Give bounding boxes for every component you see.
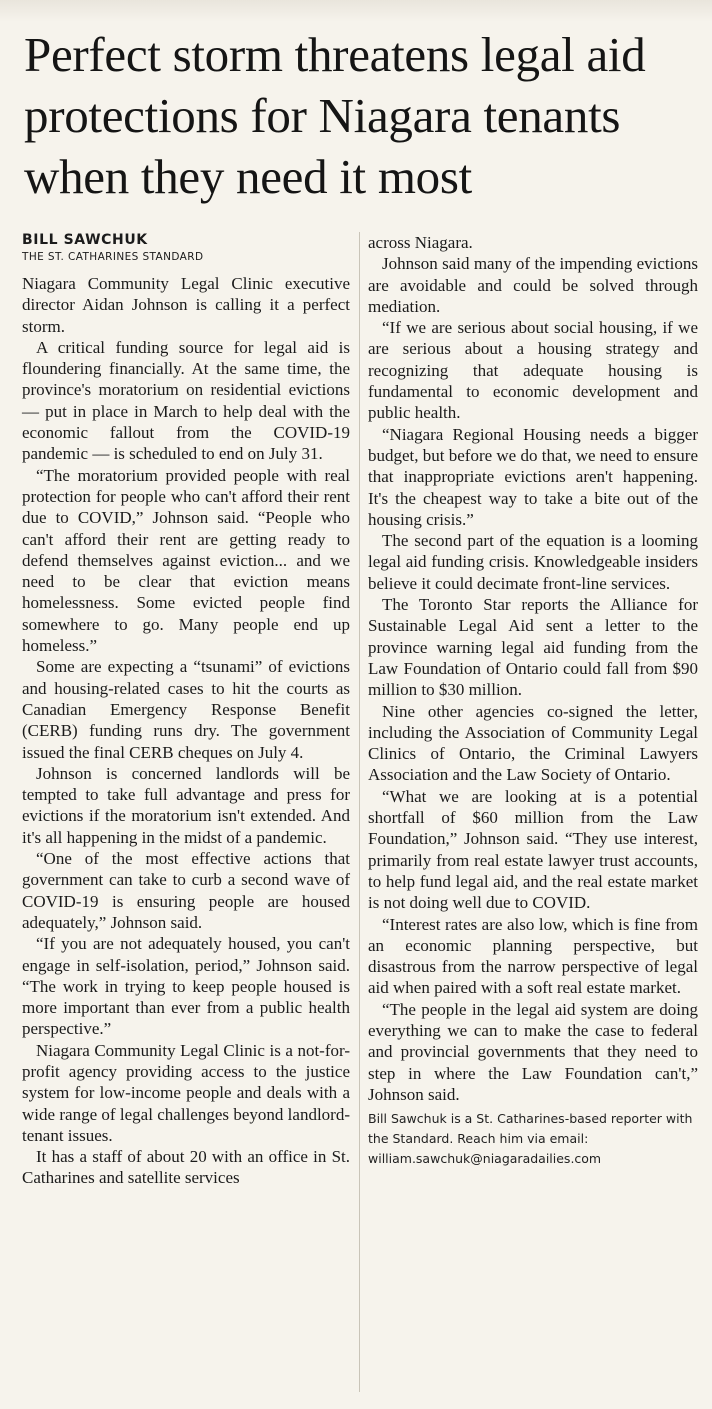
- headline: Perfect storm threatens legal aid protections for Niagara tenants when they need it most: [24, 27, 646, 204]
- paragraph: It has a staff of about 20 with an office in St. Catharines and satellite services: [22, 1147, 350, 1188]
- byline-author: BILL SAWCHUK: [22, 232, 148, 248]
- left-column: [22, 232, 350, 1189]
- paragraph: “The people in the legal aid system are doing everything we can to make the case to federal and provincial governments that they need to step in where the Law Foundation can't,” Johnson said.: [368, 999, 698, 1104]
- paragraph: across Niagara.: [368, 233, 473, 252]
- paragraph: “What we are looking at is a potential shortfall of $60 million from the Law Foundation,” Johnson said. “They use interest, primarily from real estate lawyer trust accounts, to help fund legal aid, and the real estate market is not doing well due to COVID.: [368, 786, 698, 913]
- paragraph: “One of the most effective actions that government can take to curb a second wave of COVID-19 is ensuring people are housed adequately,” Johnson said.: [22, 849, 350, 932]
- paragraph: “Interest rates are also low, which is fine from an economic planning perspective, but disastrous from the narrow perspective of legal aid when paired with a soft real estate market.: [368, 914, 698, 998]
- paragraph: “If we are serious about social housing, if we are serious about a housing strategy and recognizing that adequate housing is fundamental to economic development and public health.: [368, 318, 698, 423]
- paragraph: The second part of the equation is a looming legal aid funding crisis. Knowledgeable insiders believe it could decimate front-line services.: [368, 531, 698, 593]
- right-column: [368, 232, 698, 1169]
- author-tagline: Bill Sawchuk is a St. Catharines-based reporter with the Standard. Reach him via email: william.sawchuk@niagaradailies.com: [368, 1111, 693, 1167]
- paragraph: The Toronto Star reports the Alliance for Sustainable Legal Aid sent a letter to the province warning legal aid funding from the Law Foundation of Ontario could fall from $90 million to $30 million.: [368, 595, 698, 700]
- paragraph: Johnson said many of the impending evictions are avoidable and could be solved through mediation.: [368, 254, 698, 316]
- paragraph: “Niagara Regional Housing needs a bigger budget, but before we do that, we need to ensure that inappropriate evictions aren't happening. It's the cheapest way to take a bite out of the housing crisis.”: [368, 424, 698, 529]
- paragraph: Nine other agencies co-signed the letter, including the Association of Community Legal Clinics of Ontario, the Criminal Lawyers Association and the Law Society of Ontario.: [368, 701, 698, 785]
- paragraph: “If you are not adequately housed, you can't engage in self-isolation, period,” Johnson said. “The work in trying to keep people housed is more important than ever from a public health perspective.”: [22, 934, 350, 1039]
- page-edge: [0, 0, 712, 22]
- column-divider: [359, 232, 360, 1392]
- paragraph: Niagara Community Legal Clinic is a not-for-profit agency providing access to the justice system for low-income people and deals with a wide range of legal challenges beyond landlord-tenant issues.: [22, 1040, 350, 1145]
- paragraph: Some are expecting a “tsunami” of evictions and housing-related cases to hit the courts as Canadian Emergency Response Benefit (CERB) funding runs dry. The government issued the final CERB cheques on July 4.: [22, 657, 350, 762]
- paragraph: Niagara Community Legal Clinic executive director Aidan Johnson is calling it a perfect storm.: [22, 274, 350, 336]
- byline-publication: THE ST. CATHARINES STANDARD: [22, 251, 204, 263]
- paragraph: “The moratorium provided people with real protection for people who can't afford their rent due to COVID,” Johnson said. “People who can't afford their rent are getting ready to defend themselves against eviction... and we need to be clear that eviction means homelessness. Some evicted people find somewhere to go. Many people end up homeless.”: [22, 465, 350, 656]
- paragraph: Johnson is concerned landlords will be tempted to take full advantage and press for evictions if the moratorium isn't extended. And it's all happening in the midst of a pandemic.: [22, 763, 350, 847]
- paragraph: A critical funding source for legal aid is floundering financially. At the same time, the province's moratorium on residential evictions — put in place in March to help deal with the economic fallout from the COVID-19 pandemic — is scheduled to end on July 31.: [22, 337, 350, 464]
